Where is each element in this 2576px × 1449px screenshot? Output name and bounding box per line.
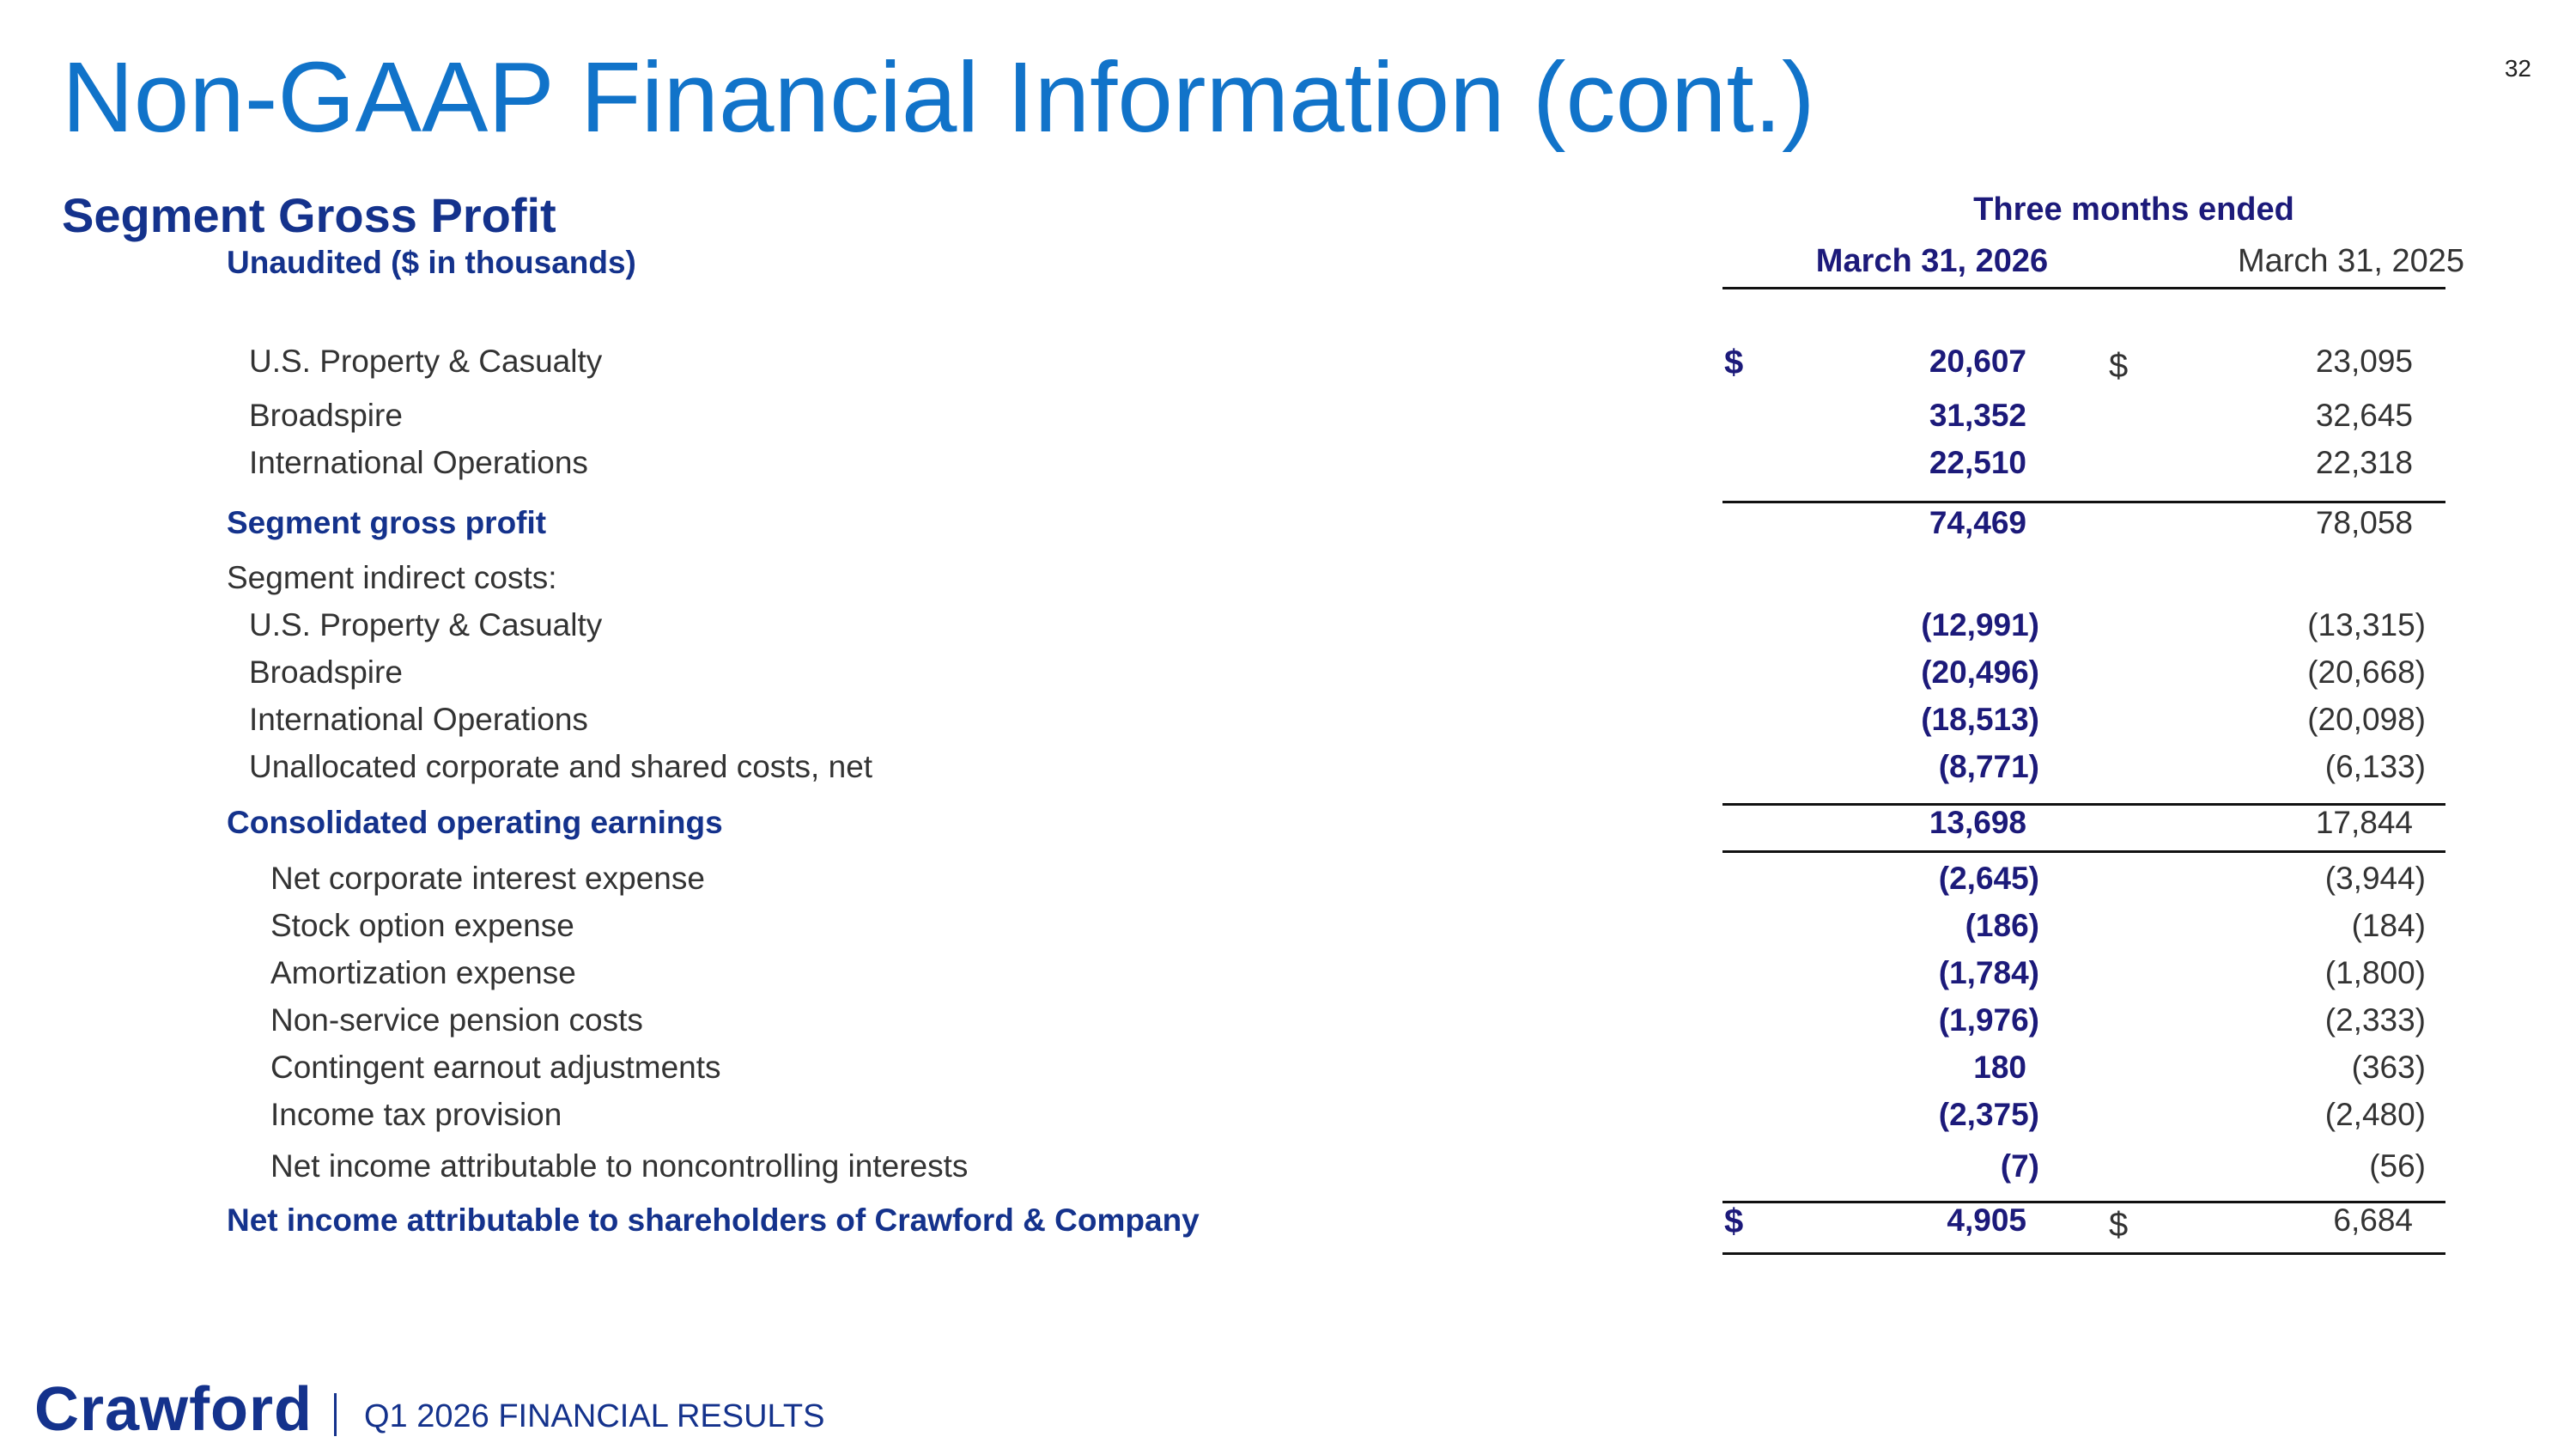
crawford-logo: Crawford: [34, 1375, 313, 1444]
currency-symbol: $: [2109, 1206, 2129, 1244]
table-row-section-label: [0, 560, 2576, 605]
value-2026: 22,510: [1929, 445, 2026, 480]
row-label: U.S. Property & Casualty: [249, 344, 603, 379]
row-label: Net income attributable to noncontrolling interests: [270, 1148, 969, 1184]
value-2026: (20,496): [1921, 654, 2039, 690]
row-label: Contingent earnout adjustments: [270, 1050, 721, 1085]
footer-report-label: Q1 2026 FINANCIAL RESULTS: [364, 1398, 825, 1434]
section-title: Segment Gross Profit: [62, 188, 556, 242]
table-row: [0, 607, 2576, 652]
row-label: Net corporate interest expense: [270, 861, 705, 896]
table-row: [0, 1097, 2576, 1142]
value-2026: 180: [1973, 1050, 2026, 1085]
value-2026: (12,991): [1921, 607, 2039, 642]
table-subtitle: Unaudited ($ in thousands): [227, 245, 636, 280]
table-row: [0, 654, 2576, 699]
row-label: International Operations: [249, 445, 588, 480]
table-row-total: [0, 1202, 2576, 1247]
value-2025: (3,944): [2324, 861, 2426, 896]
table-row: [0, 1148, 2576, 1193]
row-label: Income tax provision: [270, 1097, 562, 1132]
row-label: Broadspire: [249, 654, 403, 690]
value-2026: (7): [2000, 1148, 2039, 1184]
value-2025: 17,844: [2315, 805, 2413, 840]
value-2025: (20,668): [2307, 654, 2426, 690]
table-row: [0, 702, 2576, 746]
column-header-2026: March 31, 2026: [1815, 243, 2049, 279]
table-row-subtotal: [0, 505, 2576, 550]
row-label: Broadspire: [249, 398, 403, 433]
value-2025: (56): [2369, 1148, 2426, 1184]
subtotal-rule: [1722, 850, 2445, 853]
value-2025: 23,095: [2315, 344, 2413, 379]
page-title: Non-GAAP Financial Information (cont.): [62, 41, 1815, 153]
header-rule: [1722, 287, 2445, 289]
row-label: International Operations: [249, 702, 588, 737]
table-row: [0, 861, 2576, 905]
value-2025: (2,333): [2324, 1002, 2426, 1038]
table-row: [0, 1002, 2576, 1047]
value-2025: (13,315): [2307, 607, 2426, 642]
row-label: Amortization expense: [270, 955, 576, 990]
row-label: Segment gross profit: [227, 505, 547, 540]
value-2026: (1,784): [1938, 955, 2039, 990]
value-2026: 74,469: [1929, 505, 2026, 540]
value-2025: (184): [2351, 908, 2426, 943]
period-header: Three months ended: [1973, 192, 2294, 228]
row-label: Non-service pension costs: [270, 1002, 643, 1038]
table-row: [0, 344, 2576, 388]
table-row: [0, 1050, 2576, 1094]
value-2026: (8,771): [1938, 749, 2039, 784]
currency-symbol: $: [1724, 344, 1744, 381]
table-row: [0, 445, 2576, 490]
value-2025: (363): [2351, 1050, 2426, 1085]
value-2025: 6,684: [2333, 1202, 2413, 1238]
page-number: 32: [2504, 55, 2531, 82]
value-2026: (18,513): [1921, 702, 2039, 737]
footer-separator: [334, 1393, 337, 1436]
value-2026: (2,645): [1938, 861, 2039, 896]
row-label: Unallocated corporate and shared costs, net: [249, 749, 873, 784]
table-row: [0, 398, 2576, 442]
table-row: [0, 955, 2576, 1000]
row-label: Consolidated operating earnings: [227, 805, 723, 840]
value-2026: 13,698: [1929, 805, 2026, 840]
row-label: Net income attributable to shareholders of Crawford & Company: [227, 1202, 1200, 1238]
currency-symbol: $: [2109, 347, 2129, 385]
value-2025: 22,318: [2315, 445, 2413, 480]
value-2026: 20,607: [1929, 344, 2026, 379]
currency-symbol: $: [1724, 1202, 1744, 1240]
value-2026: (186): [1965, 908, 2039, 943]
value-2026: 31,352: [1929, 398, 2026, 433]
value-2025: (6,133): [2324, 749, 2426, 784]
subtotal-rule: [1722, 501, 2445, 503]
total-rule: [1722, 1252, 2445, 1255]
row-label: U.S. Property & Casualty: [249, 607, 603, 642]
row-label: Stock option expense: [270, 908, 574, 943]
value-2025: 32,645: [2315, 398, 2413, 433]
value-2025: (2,480): [2324, 1097, 2426, 1132]
value-2026: (1,976): [1938, 1002, 2039, 1038]
row-label: Segment indirect costs:: [227, 560, 557, 595]
table-row: [0, 749, 2576, 794]
value-2026: 4,905: [1947, 1202, 2026, 1238]
table-row-subtotal: [0, 805, 2576, 849]
value-2025: 78,058: [2315, 505, 2413, 540]
value-2026: (2,375): [1938, 1097, 2039, 1132]
column-header-2025: March 31, 2025: [2237, 243, 2464, 279]
value-2025: (20,098): [2307, 702, 2426, 737]
table-row: [0, 908, 2576, 953]
value-2025: (1,800): [2324, 955, 2426, 990]
